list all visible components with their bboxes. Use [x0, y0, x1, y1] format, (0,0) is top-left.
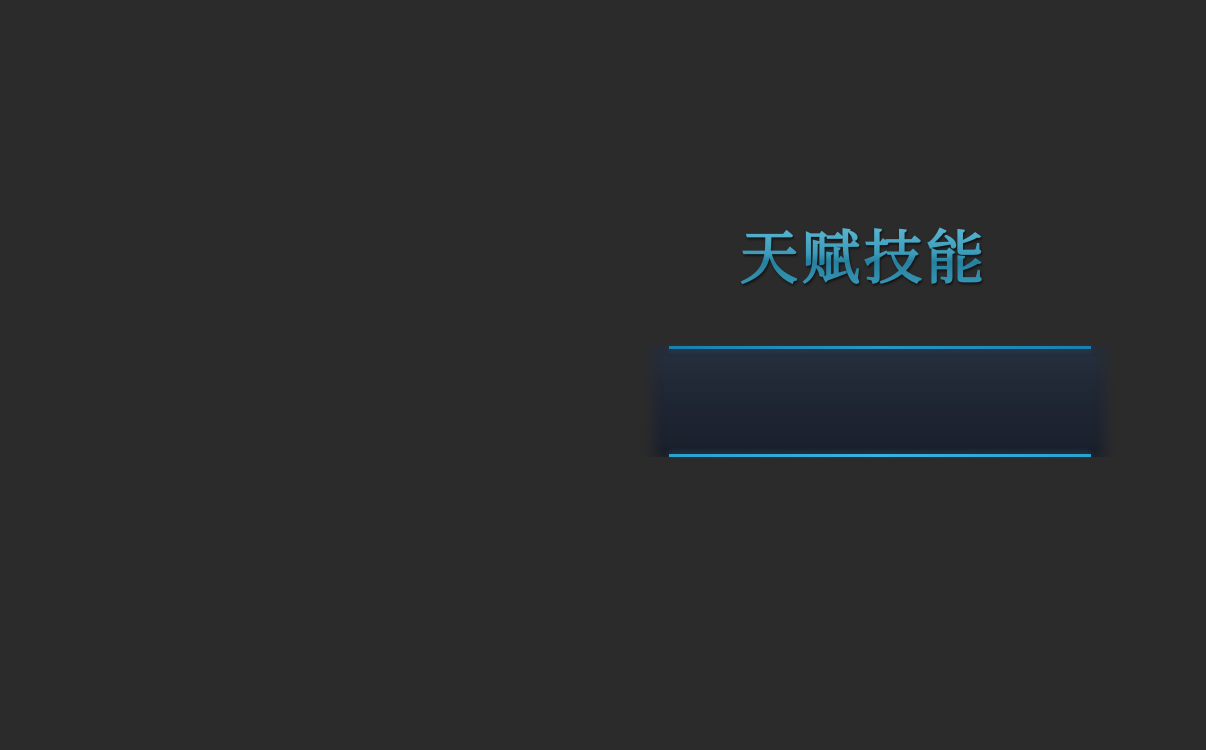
talent-skills-panel[interactable] [640, 346, 1118, 457]
panel-fade-left [640, 346, 664, 457]
talent-skills-title: 天赋技能 [740, 222, 1010, 294]
panel-bottom-edge [669, 454, 1091, 457]
panel-fade-right [1094, 346, 1118, 457]
panel-top-edge [669, 346, 1091, 349]
